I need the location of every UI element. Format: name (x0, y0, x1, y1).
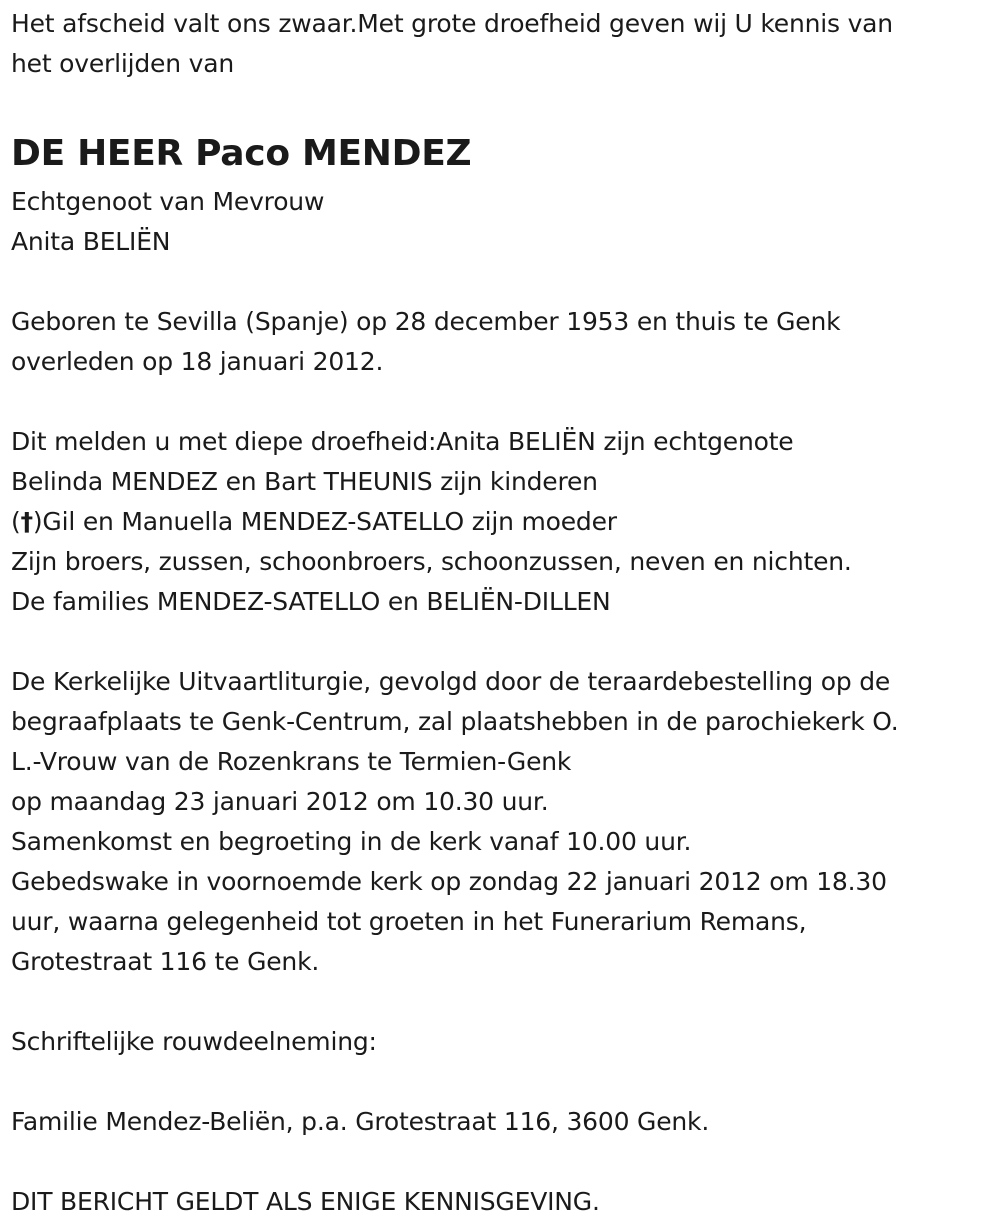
service-line-4: op maandag 23 januari 2012 om 10.30 uur. (11, 787, 549, 816)
service-line-3: L.-Vrouw van de Rozenkrans te Termien-Genk (11, 747, 572, 776)
mourners-line-5: De families MENDEZ-SATELLO en BELIËN-DILLEN (11, 587, 611, 616)
spacer (11, 982, 991, 1022)
intro-line-1: Het afscheid valt ons zwaar.Met grote droefheid geven wij U kennis van (11, 9, 893, 38)
spacer (11, 1062, 991, 1102)
service-line-7: uur, waarna gelegenheid tot groeten in het Funerarium Remans, (11, 907, 807, 936)
service-line-1: De Kerkelijke Uitvaartliturgie, gevolgd door de teraardebestelling op de (11, 667, 891, 696)
spouse-line-1: Echtgenoot van Mevrouw (11, 187, 325, 216)
service-line-8: Grotestraat 116 te Genk. (11, 947, 320, 976)
service-line-5: Samenkomst en begroeting in de kerk vanaf 10.00 uur. (11, 827, 692, 856)
mourners-line-3 (11, 502, 991, 542)
mourners-line-2: Belinda MENDEZ en Bart THEUNIS zijn kinderen (11, 467, 598, 496)
condolences-address: Familie Mendez-Beliën, p.a. Grotestraat 116, 3600 Genk. (11, 1107, 710, 1136)
service-line-2: begraafplaats te Genk-Centrum, zal plaatshebben in de parochiekerk O. (11, 707, 899, 736)
spacer (11, 84, 991, 124)
deceased-name: DE HEER Paco MENDEZ (11, 133, 472, 174)
spacer (11, 382, 991, 422)
spacer (11, 262, 991, 302)
deceased-cross-icon: † (20, 507, 33, 536)
obituary-notice (11, 4, 991, 1222)
death-line: overleden op 18 januari 2012. (11, 347, 384, 376)
spacer (11, 1142, 991, 1182)
intro-line-2: het overlijden van (11, 49, 234, 78)
birth-line: Geboren te Sevilla (Spanje) op 28 december 1953 en thuis te Genk (11, 307, 841, 336)
mourners-line-3-text: )Gil en Manuella MENDEZ-SATELLO zijn moeder (32, 507, 617, 536)
notice-text: DIT BERICHT GELDT ALS ENIGE KENNISGEVING. (11, 1187, 600, 1216)
condolences-label: Schriftelijke rouwdeelneming: (11, 1027, 377, 1056)
paren-open: ( (11, 507, 21, 536)
mourners-line-4: Zijn broers, zussen, schoonbroers, schoonzussen, neven en nichten. (11, 547, 852, 576)
service-line-6: Gebedswake in voornoemde kerk op zondag 22 januari 2012 om 18.30 (11, 867, 887, 896)
mourners-line-1: Dit melden u met diepe droefheid:Anita BELIËN zijn echtgenote (11, 427, 794, 456)
spacer (11, 622, 991, 662)
spouse-line-2: Anita BELIËN (11, 227, 171, 256)
